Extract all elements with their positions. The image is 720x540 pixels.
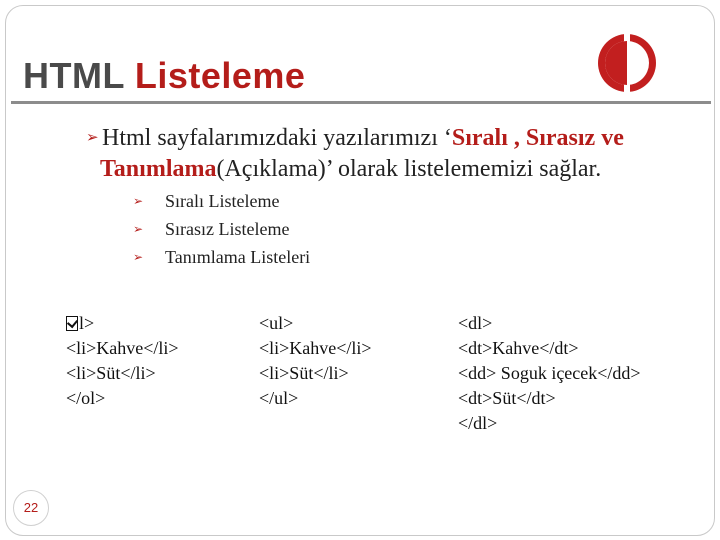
sub-bullet-list — [133, 187, 310, 271]
main-bullet-strong-2: Tanımlama — [100, 156, 217, 182]
code-ordered-list — [66, 311, 179, 411]
odtu-logo — [596, 32, 658, 94]
sub-bullet-label: Sıralı Listeleme — [165, 191, 280, 211]
code-line-text: l> — [79, 313, 95, 333]
code-line: <dl> — [458, 313, 493, 333]
code-line: <li>Süt</li> — [259, 363, 349, 383]
main-bullet-strong-1: Sıralı , Sırasız ve — [451, 125, 624, 151]
code-unordered-list — [259, 311, 372, 411]
sub-bullet-item — [133, 187, 310, 215]
sub-bullet-label: Sırasız Listeleme — [165, 219, 290, 239]
bullet-arrow-icon: ➢ — [133, 250, 144, 264]
sub-bullet-item — [133, 215, 310, 243]
main-bullet-text-after: (Açıklama)’ olarak listelememizi sağlar. — [216, 156, 602, 182]
code-line — [66, 311, 179, 336]
code-line: </dl> — [458, 413, 498, 433]
code-line: <li>Kahve</li> — [66, 338, 179, 358]
title-html: HTML — [23, 55, 125, 96]
code-line: <li>Kahve</li> — [259, 338, 372, 358]
code-definition-list — [458, 311, 641, 436]
code-line: </ul> — [259, 388, 299, 408]
code-line: <dt>Süt</dt> — [458, 388, 556, 408]
code-line: <dt>Kahve</dt> — [458, 338, 579, 358]
title-listeleme: Listeleme — [134, 55, 306, 96]
code-line: </ol> — [66, 388, 106, 408]
slide-title — [23, 55, 306, 96]
main-bullet — [86, 123, 696, 185]
broken-glyph-icon — [66, 316, 78, 331]
page-number: 22 — [13, 490, 49, 526]
main-bullet-text-before: Html sayfalarımızdaki yazılarımızı ‘ — [102, 125, 452, 151]
code-line: <ul> — [259, 313, 294, 333]
bullet-arrow-icon: ➢ — [86, 130, 99, 146]
sub-bullet-item — [133, 243, 310, 271]
bullet-arrow-icon: ➢ — [133, 222, 144, 236]
code-line: <dd> Soguk içecek</dd> — [458, 363, 641, 383]
sub-bullet-label: Tanımlama Listeleri — [165, 247, 311, 267]
code-line: <li>Süt</li> — [66, 363, 156, 383]
bullet-arrow-icon: ➢ — [133, 194, 144, 208]
title-underline — [11, 101, 711, 104]
